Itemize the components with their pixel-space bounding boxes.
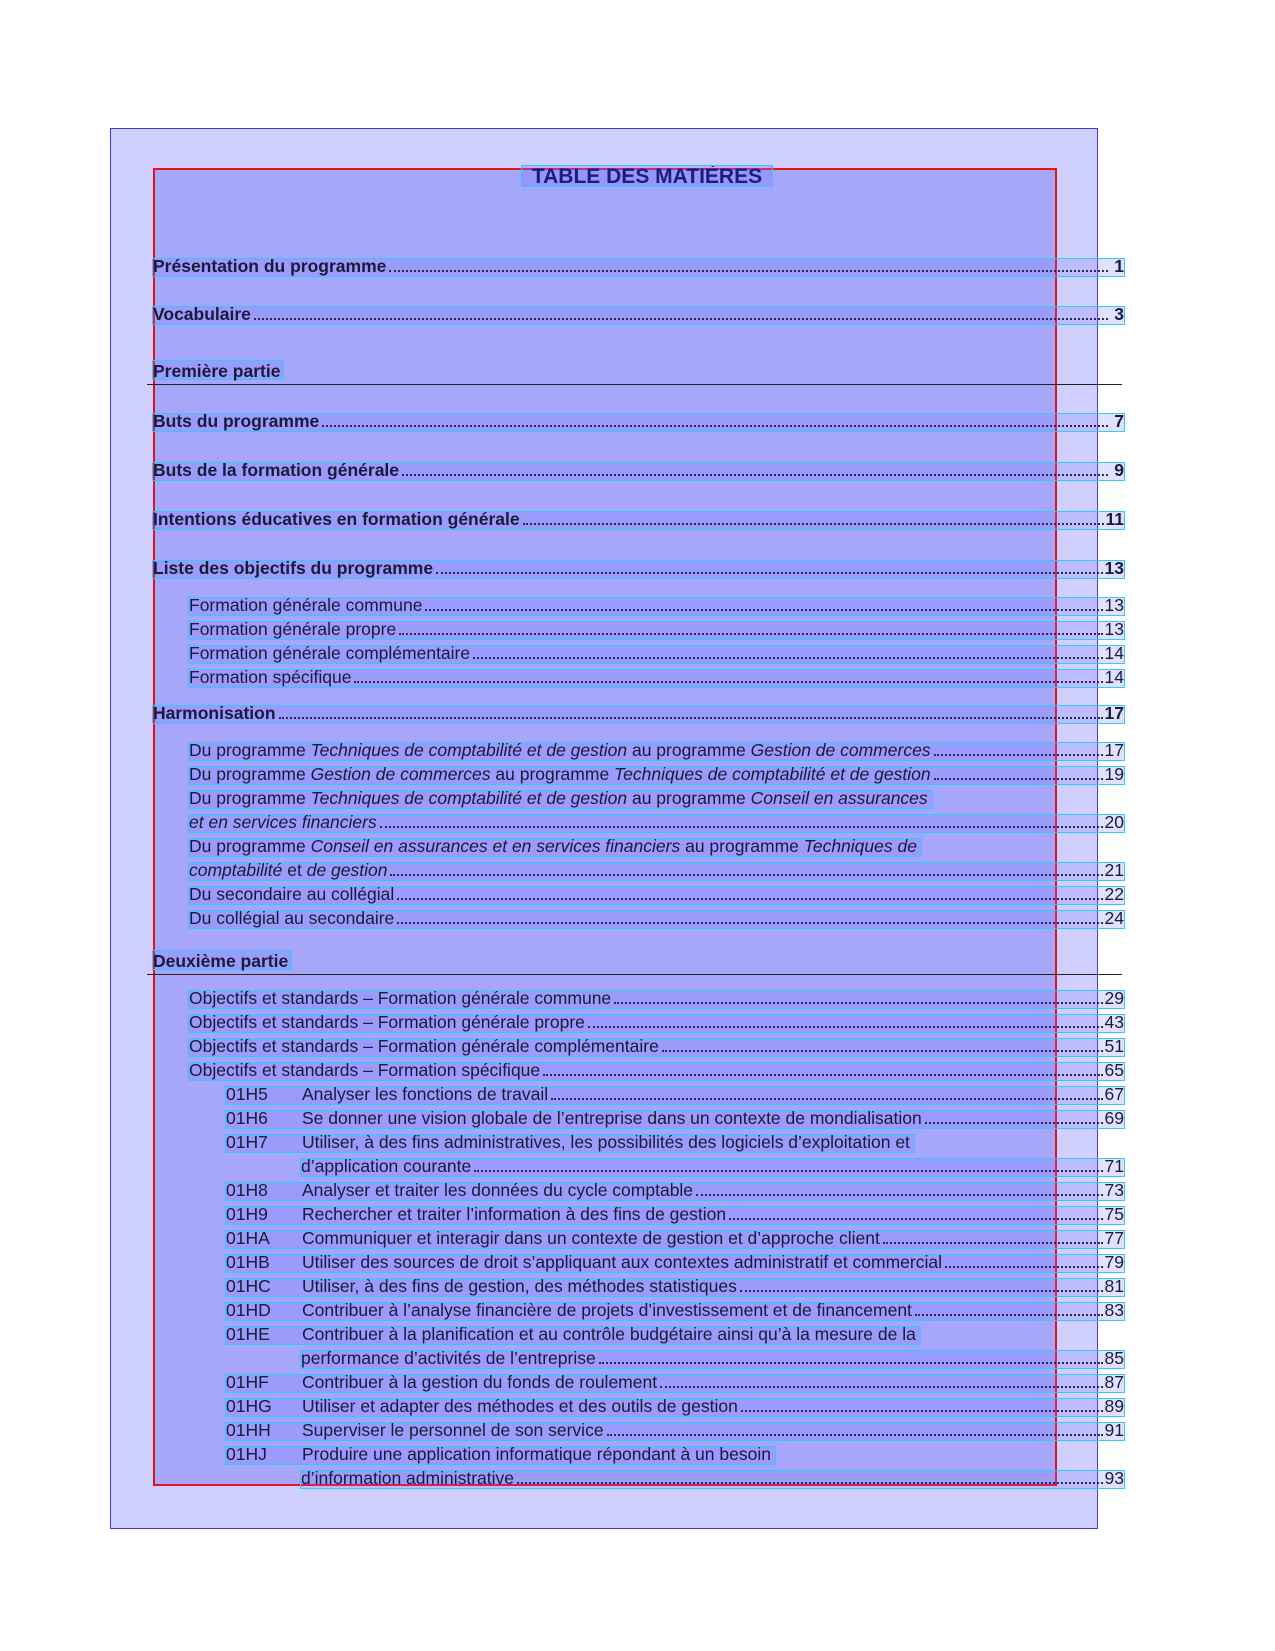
toc-label: Rechercher et traiter l’information à des fins de gestion <box>302 1204 727 1224</box>
toc-entry-competency[interactable] <box>225 1206 1125 1225</box>
toc-entry-competency[interactable] <box>225 1230 1125 1249</box>
toc-page: 21 <box>1104 860 1124 880</box>
toc-page: 87 <box>1104 1372 1124 1392</box>
toc-label: Du programme Techniques de comptabilité et de gestion au programme Gestion de commerces <box>189 740 931 760</box>
section-heading-part2: Deuxième partie <box>152 950 292 970</box>
toc-entry-harmonisation-3-cont[interactable] <box>188 814 1125 833</box>
toc-page: 7 <box>1114 411 1124 431</box>
dot-leader <box>322 425 1108 427</box>
toc-page: 3 <box>1114 304 1124 324</box>
dot-leader <box>380 826 1103 828</box>
toc-page: 83 <box>1104 1300 1124 1320</box>
toc-page: 93 <box>1104 1468 1124 1488</box>
toc-label: Utiliser des sources de droit s’appliquant aux contextes administratif et commercial <box>302 1252 943 1272</box>
toc-page: 89 <box>1104 1396 1124 1416</box>
toc-label: Du secondaire au collégial <box>189 884 395 904</box>
dot-leader <box>390 874 1102 876</box>
toc-label: Objectifs et standards – Formation générale propre <box>189 1012 585 1032</box>
toc-entry-harmonisation-4[interactable] <box>188 838 922 857</box>
toc-page: 13 <box>1104 619 1124 639</box>
toc-label: Vocabulaire <box>153 304 251 324</box>
toc-label: comptabilité et de gestion <box>189 860 388 880</box>
competency-code: 01HE <box>226 1324 270 1344</box>
competency-code: 01H7 <box>226 1132 268 1152</box>
toc-entry-vocabulaire[interactable] <box>152 306 1125 325</box>
toc-label: d’application courante <box>301 1156 472 1176</box>
toc-label: Harmonisation <box>153 703 276 723</box>
toc-page: 91 <box>1104 1420 1124 1440</box>
toc-label: Contribuer à la planification et au contrôle budgétaire ainsi qu’à la mesure de la <box>302 1324 916 1344</box>
toc-label: Analyser et traiter les données du cycle comptable <box>302 1180 694 1200</box>
competency-code: 01HJ <box>226 1444 267 1464</box>
section-heading-part1: Première partie <box>152 360 284 380</box>
toc-label: Analyser les fonctions de travail <box>302 1084 549 1104</box>
toc-entry-f-specifique[interactable] <box>188 669 1125 688</box>
dot-leader <box>614 1002 1102 1004</box>
toc-entry-harmonisation-1[interactable] <box>188 742 1125 761</box>
toc-entry-competency[interactable] <box>225 1446 776 1465</box>
toc-label: Se donner une vision globale de l’entreprise dans un contexte de mondialisation <box>302 1108 922 1128</box>
toc-label: Communiquer et interagir dans un contexte de gestion et d’approche client <box>302 1228 880 1248</box>
dot-leader <box>599 1362 1103 1364</box>
competency-code: 01HG <box>226 1396 272 1416</box>
toc-entry-competency[interactable] <box>225 1110 1125 1129</box>
toc-entry-harmonisation[interactable] <box>152 705 1125 724</box>
dot-leader <box>397 922 1102 924</box>
toc-entry-fg-complementaire[interactable] <box>188 645 1125 664</box>
toc-page: 11 <box>1105 509 1124 529</box>
competency-code: 01H8 <box>226 1180 268 1200</box>
dot-leader <box>354 681 1102 683</box>
toc-page: 77 <box>1104 1228 1124 1248</box>
toc-page: 9 <box>1114 460 1124 480</box>
toc-entry-competency[interactable] <box>225 1086 1125 1105</box>
toc-label: Du programme Conseil en assurances et en services financiers au programme Techniques de <box>189 836 917 856</box>
toc-entry-fg-commune[interactable] <box>188 597 1125 616</box>
competency-code: 01HH <box>226 1420 271 1440</box>
section-divider <box>147 974 1122 975</box>
competency-code: 01H9 <box>226 1204 268 1224</box>
toc-entry-harmonisation-3[interactable] <box>188 790 933 809</box>
toc-entry-presentation[interactable] <box>152 258 1125 277</box>
dot-leader <box>402 474 1108 476</box>
toc-label: Formation générale propre <box>189 619 397 639</box>
toc-entry-competency[interactable] <box>225 1398 1125 1417</box>
toc-entry-os-commune[interactable] <box>188 990 1125 1009</box>
toc-entry-competency[interactable] <box>225 1254 1125 1273</box>
dot-leader <box>254 318 1108 320</box>
dot-leader <box>523 523 1104 525</box>
dot-leader <box>399 633 1102 635</box>
dot-leader <box>397 898 1102 900</box>
dot-leader <box>474 1170 1102 1172</box>
competency-code: 01HD <box>226 1300 271 1320</box>
toc-page: 14 <box>1104 667 1124 687</box>
dot-leader <box>543 1074 1102 1076</box>
dot-leader <box>660 1386 1102 1388</box>
toc-entry-buts-programme[interactable] <box>152 413 1125 432</box>
toc-label: Contribuer à la gestion du fonds de roulement <box>302 1372 658 1392</box>
competency-code: 01HB <box>226 1252 270 1272</box>
toc-label: Liste des objectifs du programme <box>153 558 434 578</box>
toc-label: Produire une application informatique répondant à un besoin <box>302 1444 771 1464</box>
dot-leader <box>588 1026 1103 1028</box>
section-divider <box>147 384 1122 385</box>
competency-code: 01HF <box>226 1372 269 1392</box>
toc-entry-intentions[interactable] <box>152 511 1125 530</box>
competency-code: 01HA <box>226 1228 270 1248</box>
toc-page: 43 <box>1104 1012 1124 1032</box>
toc-page: 17 <box>1104 703 1124 723</box>
dot-leader <box>389 270 1108 272</box>
toc-page: 17 <box>1104 740 1124 760</box>
toc-label: et en services financiers <box>189 812 377 832</box>
toc-label: Contribuer à l’analyse financière de projets d’investissement et de financement <box>302 1300 912 1320</box>
toc-entry-competency-cont[interactable] <box>300 1350 1125 1369</box>
toc-label: Formation générale complémentaire <box>189 643 471 663</box>
toc-label: Objectifs et standards – Formation générale complémentaire <box>189 1036 659 1056</box>
toc-label: Buts de la formation générale <box>153 460 400 480</box>
toc-label: performance d’activités de l’entreprise <box>301 1348 596 1368</box>
dot-leader <box>883 1242 1103 1244</box>
toc-page: 85 <box>1104 1348 1124 1368</box>
toc-entry-competency[interactable] <box>225 1326 921 1345</box>
toc-page: 71 <box>1104 1156 1124 1176</box>
toc-page: 69 <box>1104 1108 1124 1128</box>
toc-page: 65 <box>1104 1060 1124 1080</box>
toc-label: Superviser le personnel de son service <box>302 1420 604 1440</box>
toc-page: 29 <box>1104 988 1124 1008</box>
toc-page: 19 <box>1104 764 1124 784</box>
toc-entry-fg-propre[interactable] <box>188 621 1125 640</box>
toc-entry-harmonisation-6[interactable] <box>188 910 1125 929</box>
toc-label: Utiliser, à des fins administratives, les possibilités des logiciels d’exploitation et <box>302 1132 910 1152</box>
toc-label: Buts du programme <box>153 411 320 431</box>
toc-page: 79 <box>1104 1252 1124 1272</box>
toc-label: Objectifs et standards – Formation générale commune <box>189 988 612 1008</box>
toc-entry-liste-objectifs[interactable] <box>152 560 1125 579</box>
toc-entry-competency[interactable] <box>225 1134 915 1153</box>
dot-leader <box>934 754 1103 756</box>
dot-leader <box>729 1218 1102 1220</box>
toc-label: Du programme Techniques de comptabilité et de gestion au programme Conseil en assurances <box>189 788 928 808</box>
competency-code: 01HC <box>226 1276 271 1296</box>
dot-leader <box>425 609 1102 611</box>
page-title: TABLE DES MATIÈRES <box>521 165 773 187</box>
toc-label: Du collégial au secondaire <box>189 908 395 928</box>
toc-entry-os-complementaire[interactable] <box>188 1038 1125 1057</box>
toc-entry-competency[interactable] <box>225 1374 1125 1393</box>
toc-page: 1 <box>1114 256 1124 276</box>
toc-label: d’information administrative <box>301 1468 515 1488</box>
dot-leader <box>551 1098 1102 1100</box>
competency-code: 01H5 <box>226 1084 268 1104</box>
toc-page: 13 <box>1104 558 1124 578</box>
toc-entry-os-propre[interactable] <box>188 1014 1125 1033</box>
dot-leader <box>436 572 1102 574</box>
dot-leader <box>473 657 1102 659</box>
toc-entry-competency-cont[interactable] <box>300 1470 1125 1489</box>
dot-leader <box>934 778 1103 780</box>
toc-entry-competency[interactable] <box>225 1422 1125 1441</box>
toc-label: Du programme Gestion de commerces au programme Techniques de comptabilité et de gestion <box>189 764 931 784</box>
toc-page: 81 <box>1104 1276 1124 1296</box>
dot-leader <box>945 1266 1103 1268</box>
toc-entry-harmonisation-4-cont[interactable] <box>188 862 1125 881</box>
toc-label: Formation spécifique <box>189 667 352 687</box>
dot-leader <box>662 1050 1103 1052</box>
dot-leader <box>741 1410 1103 1412</box>
dot-leader <box>915 1314 1103 1316</box>
dot-leader <box>925 1122 1103 1124</box>
toc-label: Utiliser, à des fins de gestion, des méthodes statistiques <box>302 1276 737 1296</box>
toc-page: 22 <box>1104 884 1124 904</box>
dot-leader <box>607 1434 1103 1436</box>
dot-leader <box>740 1290 1103 1292</box>
toc-entry-os-specifique[interactable] <box>188 1062 1125 1081</box>
toc-entry-competency[interactable] <box>225 1182 1125 1201</box>
dot-leader <box>696 1194 1102 1196</box>
toc-entry-harmonisation-2[interactable] <box>188 766 1125 785</box>
toc-page: 13 <box>1104 595 1124 615</box>
dot-leader <box>279 717 1103 719</box>
toc-entry-competency[interactable] <box>225 1302 1125 1321</box>
toc-label: Objectifs et standards – Formation spécifique <box>189 1060 541 1080</box>
dot-leader <box>517 1482 1103 1484</box>
toc-page: 67 <box>1104 1084 1124 1104</box>
toc-entry-competency-cont[interactable] <box>300 1158 1125 1177</box>
toc-page: 73 <box>1104 1180 1124 1200</box>
toc-label: Intentions éducatives en formation générale <box>153 509 520 529</box>
toc-page: 51 <box>1104 1036 1124 1056</box>
toc-label: Présentation du programme <box>153 256 387 276</box>
toc-page: 20 <box>1104 812 1124 832</box>
toc-entry-competency[interactable] <box>225 1278 1125 1297</box>
toc-page: 75 <box>1104 1204 1124 1224</box>
toc-label: Formation générale commune <box>189 595 423 615</box>
toc-entry-buts-formation[interactable] <box>152 462 1125 481</box>
toc-label: Utiliser et adapter des méthodes et des outils de gestion <box>302 1396 738 1416</box>
toc-page: 14 <box>1104 643 1124 663</box>
toc-entry-harmonisation-5[interactable] <box>188 886 1125 905</box>
toc-page: 24 <box>1104 908 1124 928</box>
competency-code: 01H6 <box>226 1108 268 1128</box>
